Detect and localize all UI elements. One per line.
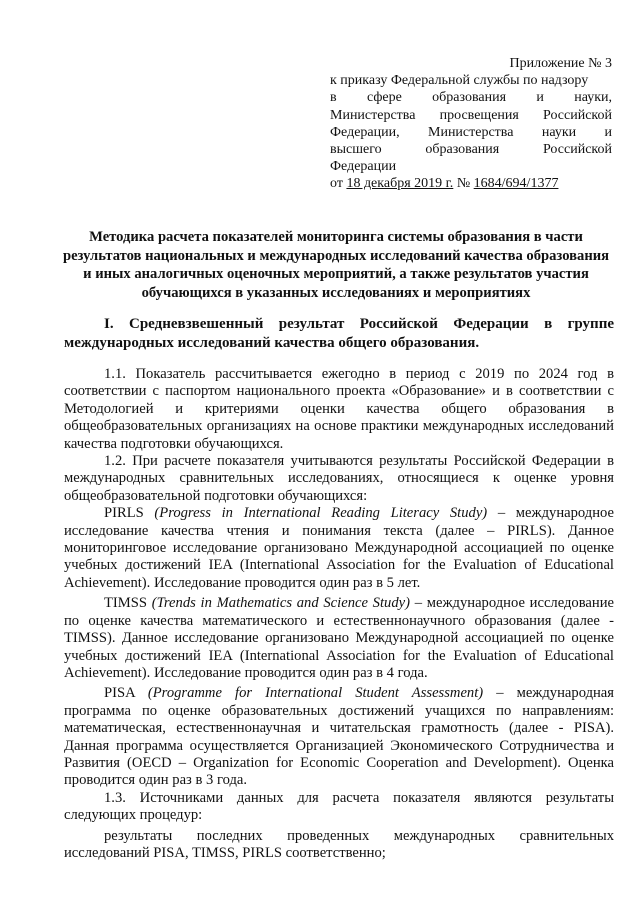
document-title: Методика расчета показателей мониторинга системы образования в части результатов национальных и международных исследований качества образования и иных аналогичных оценочных мероприятий, а также результатов участия обучающихся в указанных исследованиях и мероприятиях (62, 229, 610, 301)
pirls-name: PIRLS (104, 505, 144, 522)
document-body (64, 366, 614, 862)
order-date: 18 декабря 2019 г. (346, 176, 454, 192)
section-heading: I. Средневзвешенный результат Российской Федерации в группе международных исследований качества общего образования. (64, 316, 614, 351)
pisa-text: – международная программа по оценке образовательных достижений учащихся по направлениям: математическая, естественнонаучная и читательская грамотность (далее - PISA). Данная программа осуществляется Организацией Экономического Сотрудничества и Развития (OECD – Organization for Economic Cooperation and Development). Оценка проводится один раз в 3 года. (64, 685, 614, 789)
timss-text: – международное исследование по оценке качества математического и естественнонаучного образования (далее - TIMSS). Данное исследование организовано Международной ассоциацией по оценке учебных достижений IEA (International Association for the Evaluation of Educational Achievement). Исследование проводится один раз в 4 года. (64, 595, 614, 681)
timss-name: TIMSS (104, 595, 147, 612)
order-number-label: № (456, 176, 471, 192)
paragraph-1-3: 1.3. Источниками данных для расчета показателя являются результаты следующих процедур: (64, 789, 614, 824)
order-from: от (330, 176, 343, 192)
appendix-line: высшего образования Российской (330, 142, 612, 158)
order-number: 1684/694/1377 (473, 176, 559, 192)
appendix-line: к приказу Федеральной службы по надзору (330, 73, 589, 89)
pisa-paragraph (64, 685, 614, 789)
pirls-paragraph (64, 505, 614, 592)
paragraph-1-1: 1.1. Показатель рассчитывается ежегодно в период с 2019 по 2024 год в соответствии с паспортом национального проекта «Образование» и в соответствии с Методологией и критериями оценки качества общего образования в общеобразовательных организациях на основе практики международных исследований качества подготовки обучающихся. (64, 366, 614, 452)
pisa-expansion: (Programme for International Student Assessment) (147, 685, 484, 702)
timss-paragraph (64, 595, 614, 682)
appendix-line: Федерации, Министерства науки и (330, 124, 612, 140)
pisa-name: PISA (104, 685, 135, 702)
timss-expansion: (Trends in Mathematics and Science Study) (151, 595, 410, 612)
pirls-text: – международное исследование качества чтения и понимания текста (далее – PIRLS). Данное мониторинговое исследование организовано Международной ассоциацией по оценке учебных достижений IEA (International Association for the Evaluation of Educational Achievement). Исследование проводится один раз в 5 лет. (64, 505, 614, 591)
order-line (330, 175, 612, 192)
appendix-line: в сфере образования и науки, (330, 90, 612, 106)
paragraph-1-2: 1.2. При расчете показателя учитываются результаты Российской Федерации в международных сравнительных исследованиях, относящиеся к оценке уровня общеобразовательной подготовки обучающихся: (64, 453, 614, 504)
appendix-header (330, 55, 612, 193)
appendix-line: Министерства просвещения Российской (330, 107, 612, 123)
pirls-expansion: (Progress in International Reading Literacy Study) (154, 505, 488, 522)
appendix-title: Приложение № 3 (509, 56, 612, 71)
paragraph-results: результаты последних проведенных международных сравнительных исследований PISA, TIMSS, PIRLS соответственно; (64, 827, 614, 861)
appendix-line: Федерации (330, 159, 397, 175)
